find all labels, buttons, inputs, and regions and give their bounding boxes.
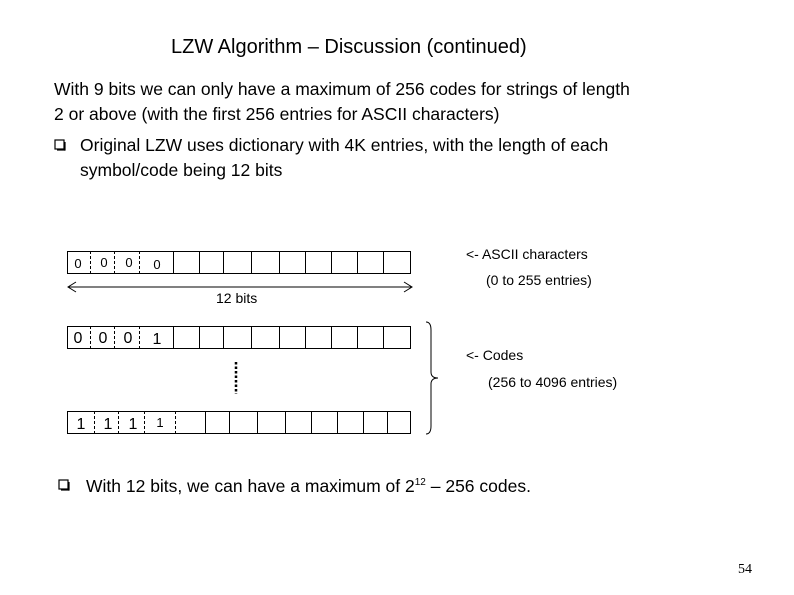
bullet-item-dictionary: [54, 133, 608, 183]
bit-value: 1: [103, 416, 113, 433]
width-label: 12 bits: [216, 290, 258, 306]
ascii-characters-label: <- ASCII characters: [466, 246, 588, 262]
bit-value: 1: [128, 416, 138, 433]
vertical-ellipsis: [230, 362, 242, 394]
checkbox-bullet-icon: [58, 479, 70, 491]
codes-brace-icon: [424, 320, 444, 436]
bit-value: 0: [74, 256, 82, 271]
intro-line-1: With 9 bits we can only have a maximum of 256 codes for strings of length: [54, 79, 630, 99]
intro-paragraph: [54, 77, 630, 127]
codes-range-label: (256 to 4096 entries): [488, 374, 618, 390]
page-number: 54: [738, 562, 752, 577]
bit-value: 1: [156, 415, 164, 430]
bullet-item-max-codes: [58, 474, 531, 499]
bullet2-text-before: With 12 bits, we can have a maximum of 2: [86, 476, 415, 496]
bullet2-exponent: 12: [414, 477, 426, 489]
bullet2-text-after: – 256 codes.: [425, 476, 531, 496]
intro-line-2: 2 or above (with the first 256 entries for ASCII characters): [54, 104, 500, 124]
slide-title: LZW Algorithm – Discussion (continued): [171, 36, 527, 58]
bit-value: 0: [123, 330, 133, 347]
bit-value: 1: [152, 331, 162, 348]
bit-value: 0: [73, 330, 83, 347]
bit-value: 1: [76, 416, 86, 433]
bit-value: 0: [98, 330, 108, 347]
bit-value: 0: [100, 255, 108, 270]
checkbox-bullet-icon: [54, 139, 66, 151]
bit-value: 0: [125, 255, 133, 270]
bullet1-line-2: symbol/code being 12 bits: [80, 160, 283, 180]
bit-value: 0: [153, 257, 161, 272]
codes-label: <- Codes: [466, 347, 524, 363]
bullet1-line-1: Original LZW uses dictionary with 4K entries, with the length of each: [80, 135, 609, 155]
ascii-range-label: (0 to 255 entries): [486, 272, 592, 288]
